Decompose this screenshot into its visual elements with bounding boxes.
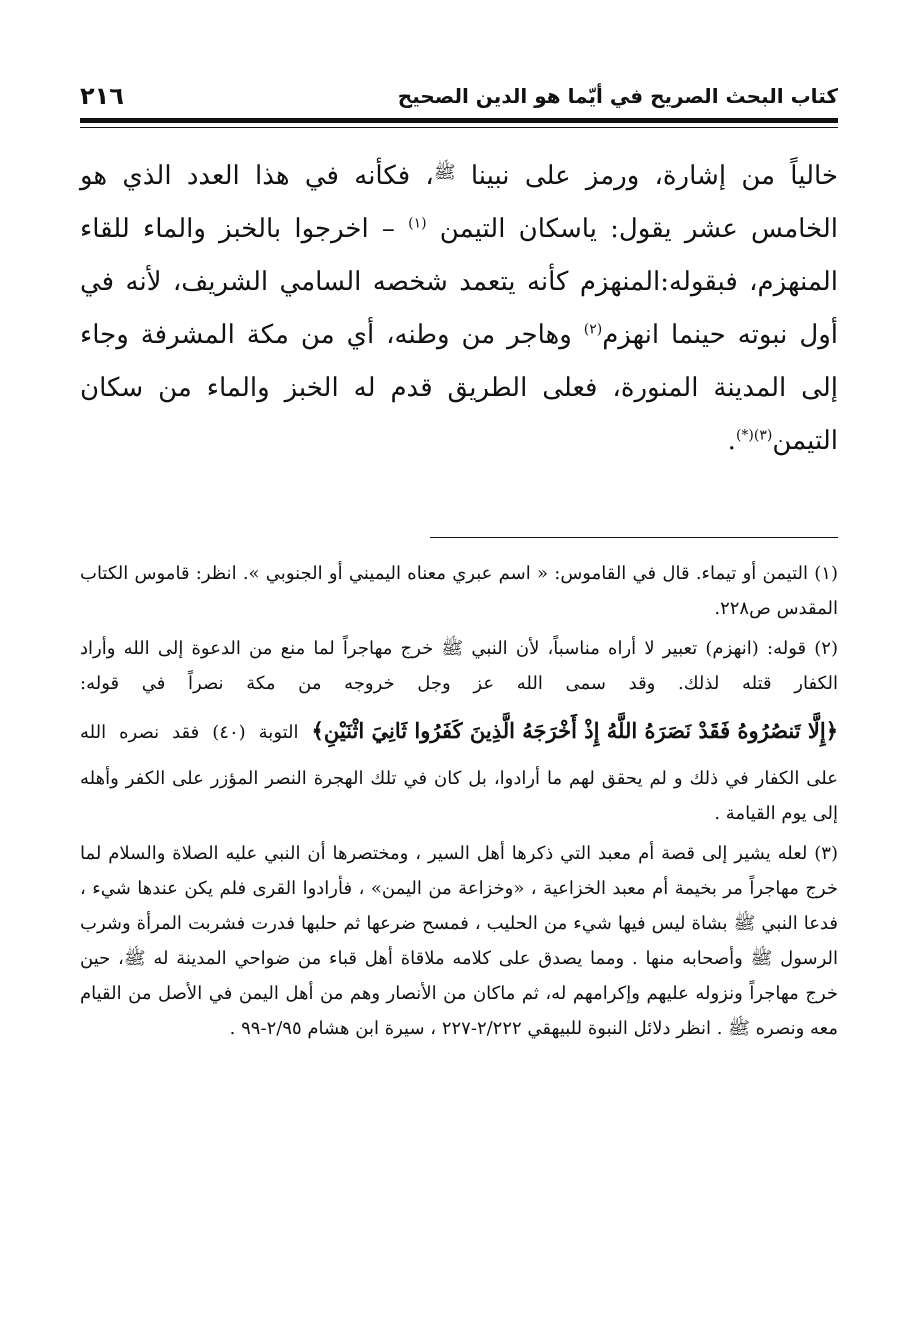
text-segment: وهاجر من وطنه، أي من مكة المشرفة وجاء إلى المدينة المنورة، فعلى الطريق قدم له الخبز والماء من سكان التيمن <box>80 320 839 456</box>
main-paragraph <box>80 146 838 468</box>
footnote-3: (٣) لعله يشير إلى قصة أم معبد التي ذكرها أهل السير ، ومختصرها أن النبي عليه الصلاة والسلام لما خرج مهاجراً مر بخيمة أم معبد الخزاعية ، «وخزاعة من اليمن» ، فأرادوا القرى فلم يكن عندها شيء ، فدعا النبي ﷺ بشاة ليس فيها شيء من الحليب ، فمسح ضرعها ثم حلبها فدرت فشربت المرأة وشرب الرسول ﷺ وأصحابه منها . ومما يصدق على كلامه ملاقاة أهل قباء من ضواحي المدينة له ﷺ، حين خرج مهاجراً ونزوله عليهم وإكرامهم له، ثم ماكان من الأنصار وهم من أهل اليمن في الأصل من القيام معه ونصره ﷺ . انظر دلائل النبوة للبيهقي ٢/٢٢٢-٢٢٧ ، سيرة ابن هشام ٢/٩٥-٩٩ . <box>80 843 838 1039</box>
running-header <box>80 78 838 118</box>
quran-verse: ﴿إِلَّا تَنصُرُوهُ فَقَدْ نَصَرَهُ اللَّهُ إِذْ أَخْرَجَهُ الَّذِينَ كَفَرُوا ثَانِيَ اثْنَيْنِ﴾ <box>311 718 839 743</box>
footnote-2-text: (٢) قوله: (انهزم) تعبير لا أراه مناسباً، لأن النبي ﷺ خرج مهاجراً لما منع من الدعوة إلى الله وأراد الكفار قتله لذلك. وقد سمى الله عز وجل خروجه من مكة نصراً في قوله: <box>80 638 838 694</box>
footnote-ref-3: (٣)(*) <box>735 427 773 444</box>
page-number: ٢١٦ <box>80 82 124 110</box>
text-segment: – اخرجوا بالخبز والماء للقاء المنهزم، فبقوله:المنهزم كأنه يتعمد شخصه السامي الشريف، لأنه في أول نبوته حينما انهزم <box>80 214 838 350</box>
footnotes <box>80 556 838 1051</box>
footnote-ref-2: (٢) <box>583 321 603 338</box>
footnote-2-text-cont: التوبة (٤٠) فقد نصره الله على الكفار في ذلك و لم يحقق لهم ما أرادوا، بل كان في تلك الهجرة النصر المؤزر على الكفر وأهله إلى يوم القيامة . <box>80 722 838 824</box>
footnote-2 <box>80 631 838 831</box>
salawat-symbol: ﷺ <box>433 162 456 183</box>
footnote-1: (١) التيمن أو تيماء. قال في القاموس: « اسم عبري معناه اليميني أو الجنوبي ». انظر: قاموس الكتاب المقدس ص٢٢٨. <box>80 563 838 619</box>
text-segment: . <box>727 426 736 456</box>
header-rule-thin <box>80 127 838 128</box>
header-rule-thick <box>80 118 838 123</box>
book-title: كتاب البحث الصريح في أيّما هو الدين الصحيح <box>397 84 838 108</box>
text-segment: خالياً من إشارة، ورمز على نبينا <box>470 161 838 191</box>
main-text <box>80 146 838 468</box>
footnote-ref-1: (١) <box>408 215 427 232</box>
footnote-separator <box>430 537 838 538</box>
text-segment: ، فكأنه في هذا العدد الذي هو الخامس عشر يقول: ياسكان التيمن <box>80 161 838 244</box>
